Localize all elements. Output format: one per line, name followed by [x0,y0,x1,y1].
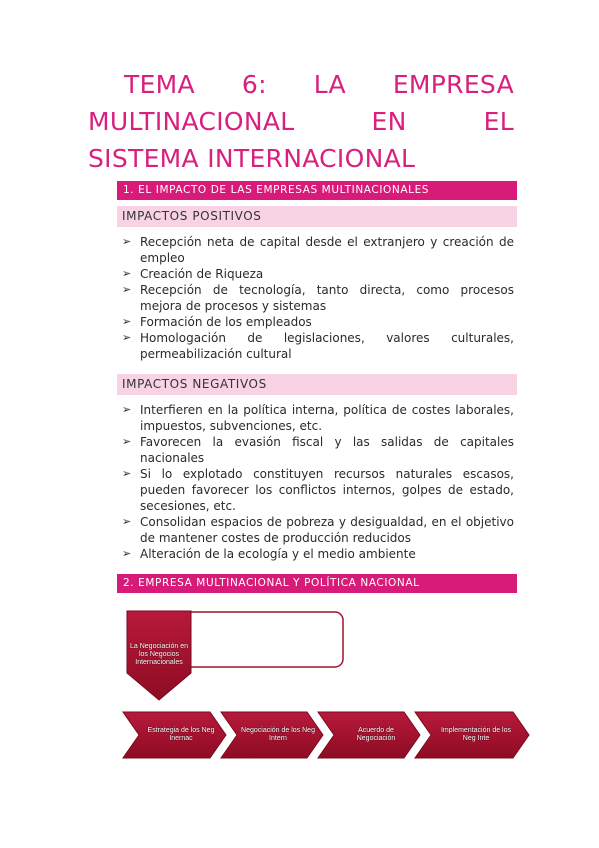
title-line-1: TEMA 6: LA EMPRESA [124,70,514,99]
list-item: ➢ Alteración de la ecología y el medio ambiente [122,547,416,561]
list-item: ➢ Recepción neta de capital desde el extranjero y creación de empleo [122,235,514,265]
step-label-4: Implementación de los Neg Inte [440,727,512,742]
list-item: ➢ Homologación de legislaciones, valores culturales, permeabilización cultural [122,331,514,361]
title-line-3: SISTEMA INTERNACIONAL [88,144,416,173]
arrow-bullet-icon: ➢ [122,331,132,344]
arrow-bullet-icon: ➢ [122,435,132,448]
list-item: ➢ Formación de los empleados [122,315,312,329]
list-item: ➢ Creación de Riqueza [122,267,264,281]
section-heading-2: 2. EMPRESA MULTINACIONAL Y POLÍTICA NACIONAL [117,574,517,593]
section-heading-1: 1. EL IMPACTO DE LAS EMPRESAS MULTINACIONALES [117,181,517,200]
description-box [176,612,343,667]
step-label-2: Negociación de los Neg Intern [241,727,315,742]
main-chevron-label: La Negociación en los Negocios Internacionales [130,643,188,666]
arrow-bullet-icon: ➢ [122,467,132,480]
arrow-bullet-icon: ➢ [122,315,132,328]
title-line-2: MULTINACIONAL EN EL [88,107,514,136]
arrow-bullet-icon: ➢ [122,515,132,528]
positive-impacts-heading: IMPACTOS POSITIVOS [117,206,517,227]
arrow-bullet-icon: ➢ [122,547,132,560]
arrow-bullet-icon: ➢ [122,283,132,296]
list-item: ➢ Interfieren en la política interna, política de costes laborales, impuestos, subvenciones, etc. [122,403,514,433]
arrow-bullet-icon: ➢ [122,267,132,280]
list-item: ➢ Consolidan espacios de pobreza y desigualdad, en el objetivo de mantener costes de producción reducidos [122,515,514,545]
arrow-bullet-icon: ➢ [122,235,132,248]
negative-impacts-heading: IMPACTOS NEGATIVOS [117,374,517,395]
list-item: ➢ Recepción de tecnología, tanto directa, como procesos mejora de procesos y sistemas [122,283,514,313]
step-label-1: Estrategia de los Neg Inernac [147,727,215,742]
arrow-bullet-icon: ➢ [122,403,132,416]
step-label-3: Acuerdo de Negociación [356,727,396,742]
list-item: ➢ Si lo explotado constituyen recursos naturales escasos, pueden favorecer los conflictos internos, golpes de estado, secesiones, etc. [122,467,514,513]
list-item: ➢ Favorecen la evasión fiscal y las salidas de capitales nacionales [122,435,514,465]
